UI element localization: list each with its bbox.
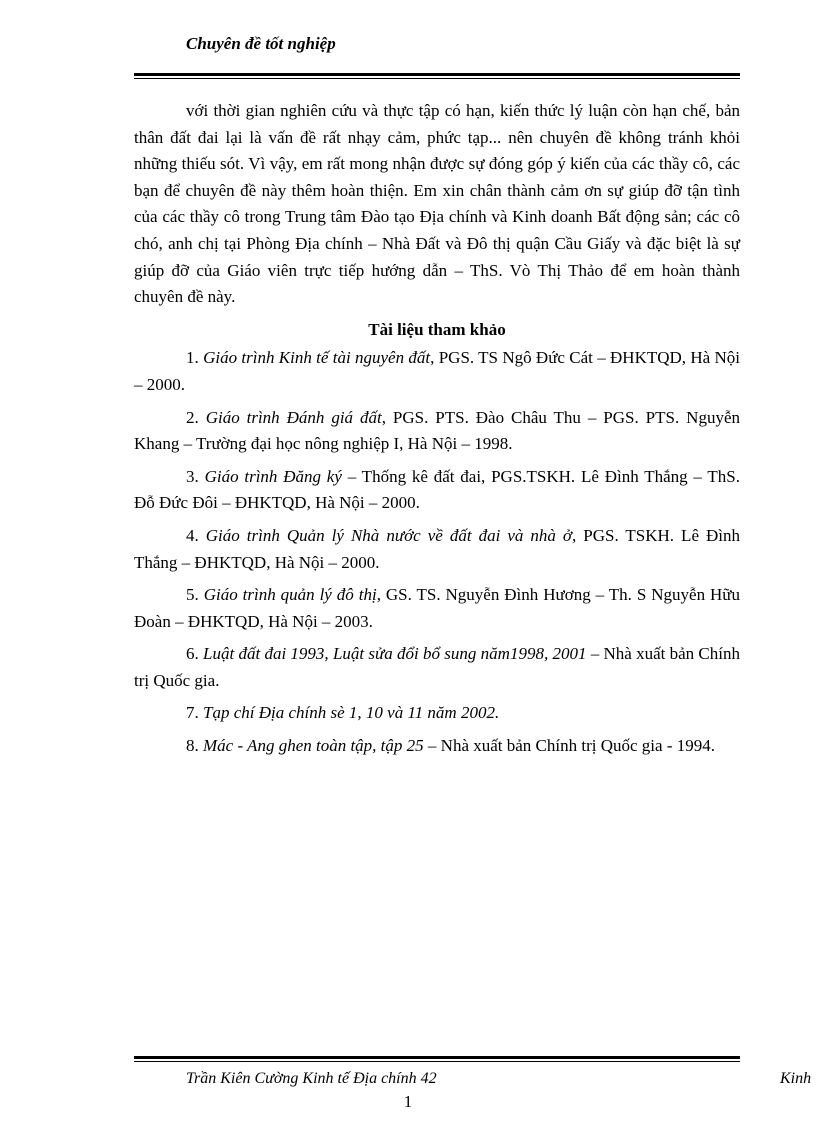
references-list: [134, 345, 740, 759]
reference-item: [134, 641, 740, 694]
footer-author: Trần Kiên Cường Kinh tế Địa chính 42: [186, 1070, 437, 1087]
page-number: 1: [403, 1092, 413, 1111]
body-paragraph: với thời gian nghiên cứu và thực tập có hạn, kiến thức lý luận còn hạn chế, bản thân đất đai lại là vấn đề rất nhạy cảm, phức tạp... nên chuyên đề không tránh khỏi những thiếu sót. Vì vậy, em rất mong nhận được sự đóng góp ý kiến của các thầy cô, các bạn để chuyên đề này thêm hoàn thiện. Em xin chân thành cảm ơn sự giúp đỡ tận tình của các thầy cô trong Trung tâm Đào tạo Địa chính và Kinh doanh Bất động sản; các cô chó, anh chị tại Phòng Địa chính – Nhà Đất và Đô thị quận Cầu Giấy và đặc biệt là sự giúp đỡ của Giáo viên trực tiếp hướng dẫn – ThS. Vò Thị Thảo để em hoàn thành chuyên đề này.: [134, 101, 740, 307]
header-rule-thin: [134, 78, 740, 79]
reference-details: – Nhà xuất bản Chính trị Quốc gia.: [134, 644, 740, 690]
reference-details: , PGS. TSKH. Lê Đình Thắng – ĐHKTQD, Hà Nội – 2000.: [134, 525, 741, 572]
reference-number: 5.: [186, 585, 199, 605]
reference-item: [134, 464, 740, 517]
reference-number: 8.: [186, 736, 199, 756]
reference-number: 3.: [186, 466, 199, 486]
reference-title: Luật đất đai 1993, Luật sửa đổi bổ sung năm1998, 2001: [203, 644, 587, 664]
reference-title: Giáo trình Quản lý Nhà nước về đất đai và nhà ở: [205, 525, 572, 545]
reference-title: Giáo trình Đăng ký: [204, 466, 342, 486]
reference-item: [134, 700, 740, 727]
page-header-title: Chuyên đề tốt nghiệp: [186, 34, 336, 53]
reference-title: Giáo trình quản lý đô thị: [203, 585, 377, 605]
reference-details: , PGS. TS Ngô Đức Cát – ĐHKTQD, Hà Nội – 2000.: [134, 348, 741, 394]
reference-number: 6.: [186, 644, 199, 664]
reference-item: [134, 582, 740, 635]
reference-details: , GS. TS. Nguyễn Đình Hương – Th. S Nguyễn Hữu Đoàn – ĐHKTQD, Hà Nội – 2003.: [134, 585, 741, 631]
reference-details: – Nhà xuất bản Chính trị Quốc gia - 1994.: [423, 736, 715, 756]
page-content: [134, 98, 740, 766]
reference-item: [134, 523, 740, 576]
reference-title: Mác - Ang ghen toàn tập, tập 25: [203, 736, 424, 756]
reference-number: 1.: [186, 348, 199, 368]
header-rule: [134, 73, 740, 76]
reference-item: [134, 733, 740, 760]
reference-title: Tạp chí Địa chính sè 1, 10 và 11 năm 2002.: [203, 703, 500, 723]
reference-details: , PGS. PTS. Đào Châu Thu – PGS. PTS. Nguyễn Khang – Trường đại học nông nghiệp I, Hà Nội – 1998.: [134, 407, 740, 454]
reference-title: Giáo trình Kinh tế tài nguyên đất: [203, 348, 431, 368]
reference-number: 2.: [186, 407, 199, 427]
footer-rule-thin: [134, 1061, 740, 1062]
reference-title: Giáo trình Đánh giá đất: [205, 407, 382, 427]
reference-number: 7.: [186, 703, 199, 723]
reference-number: 4.: [186, 525, 199, 545]
references-heading: Tài liệu tham khảo: [368, 319, 506, 339]
reference-item: [134, 405, 740, 458]
footer-rule: [134, 1056, 740, 1059]
footer-right-text: Kinh: [780, 1070, 812, 1087]
reference-details: – Thống kê đất đai, PGS.TSKH. Lê Đình Thắng – ThS. Đỗ Đức Đôi – ĐHKTQD, Hà Nội – 2000.: [134, 466, 741, 513]
reference-item: [134, 345, 740, 398]
